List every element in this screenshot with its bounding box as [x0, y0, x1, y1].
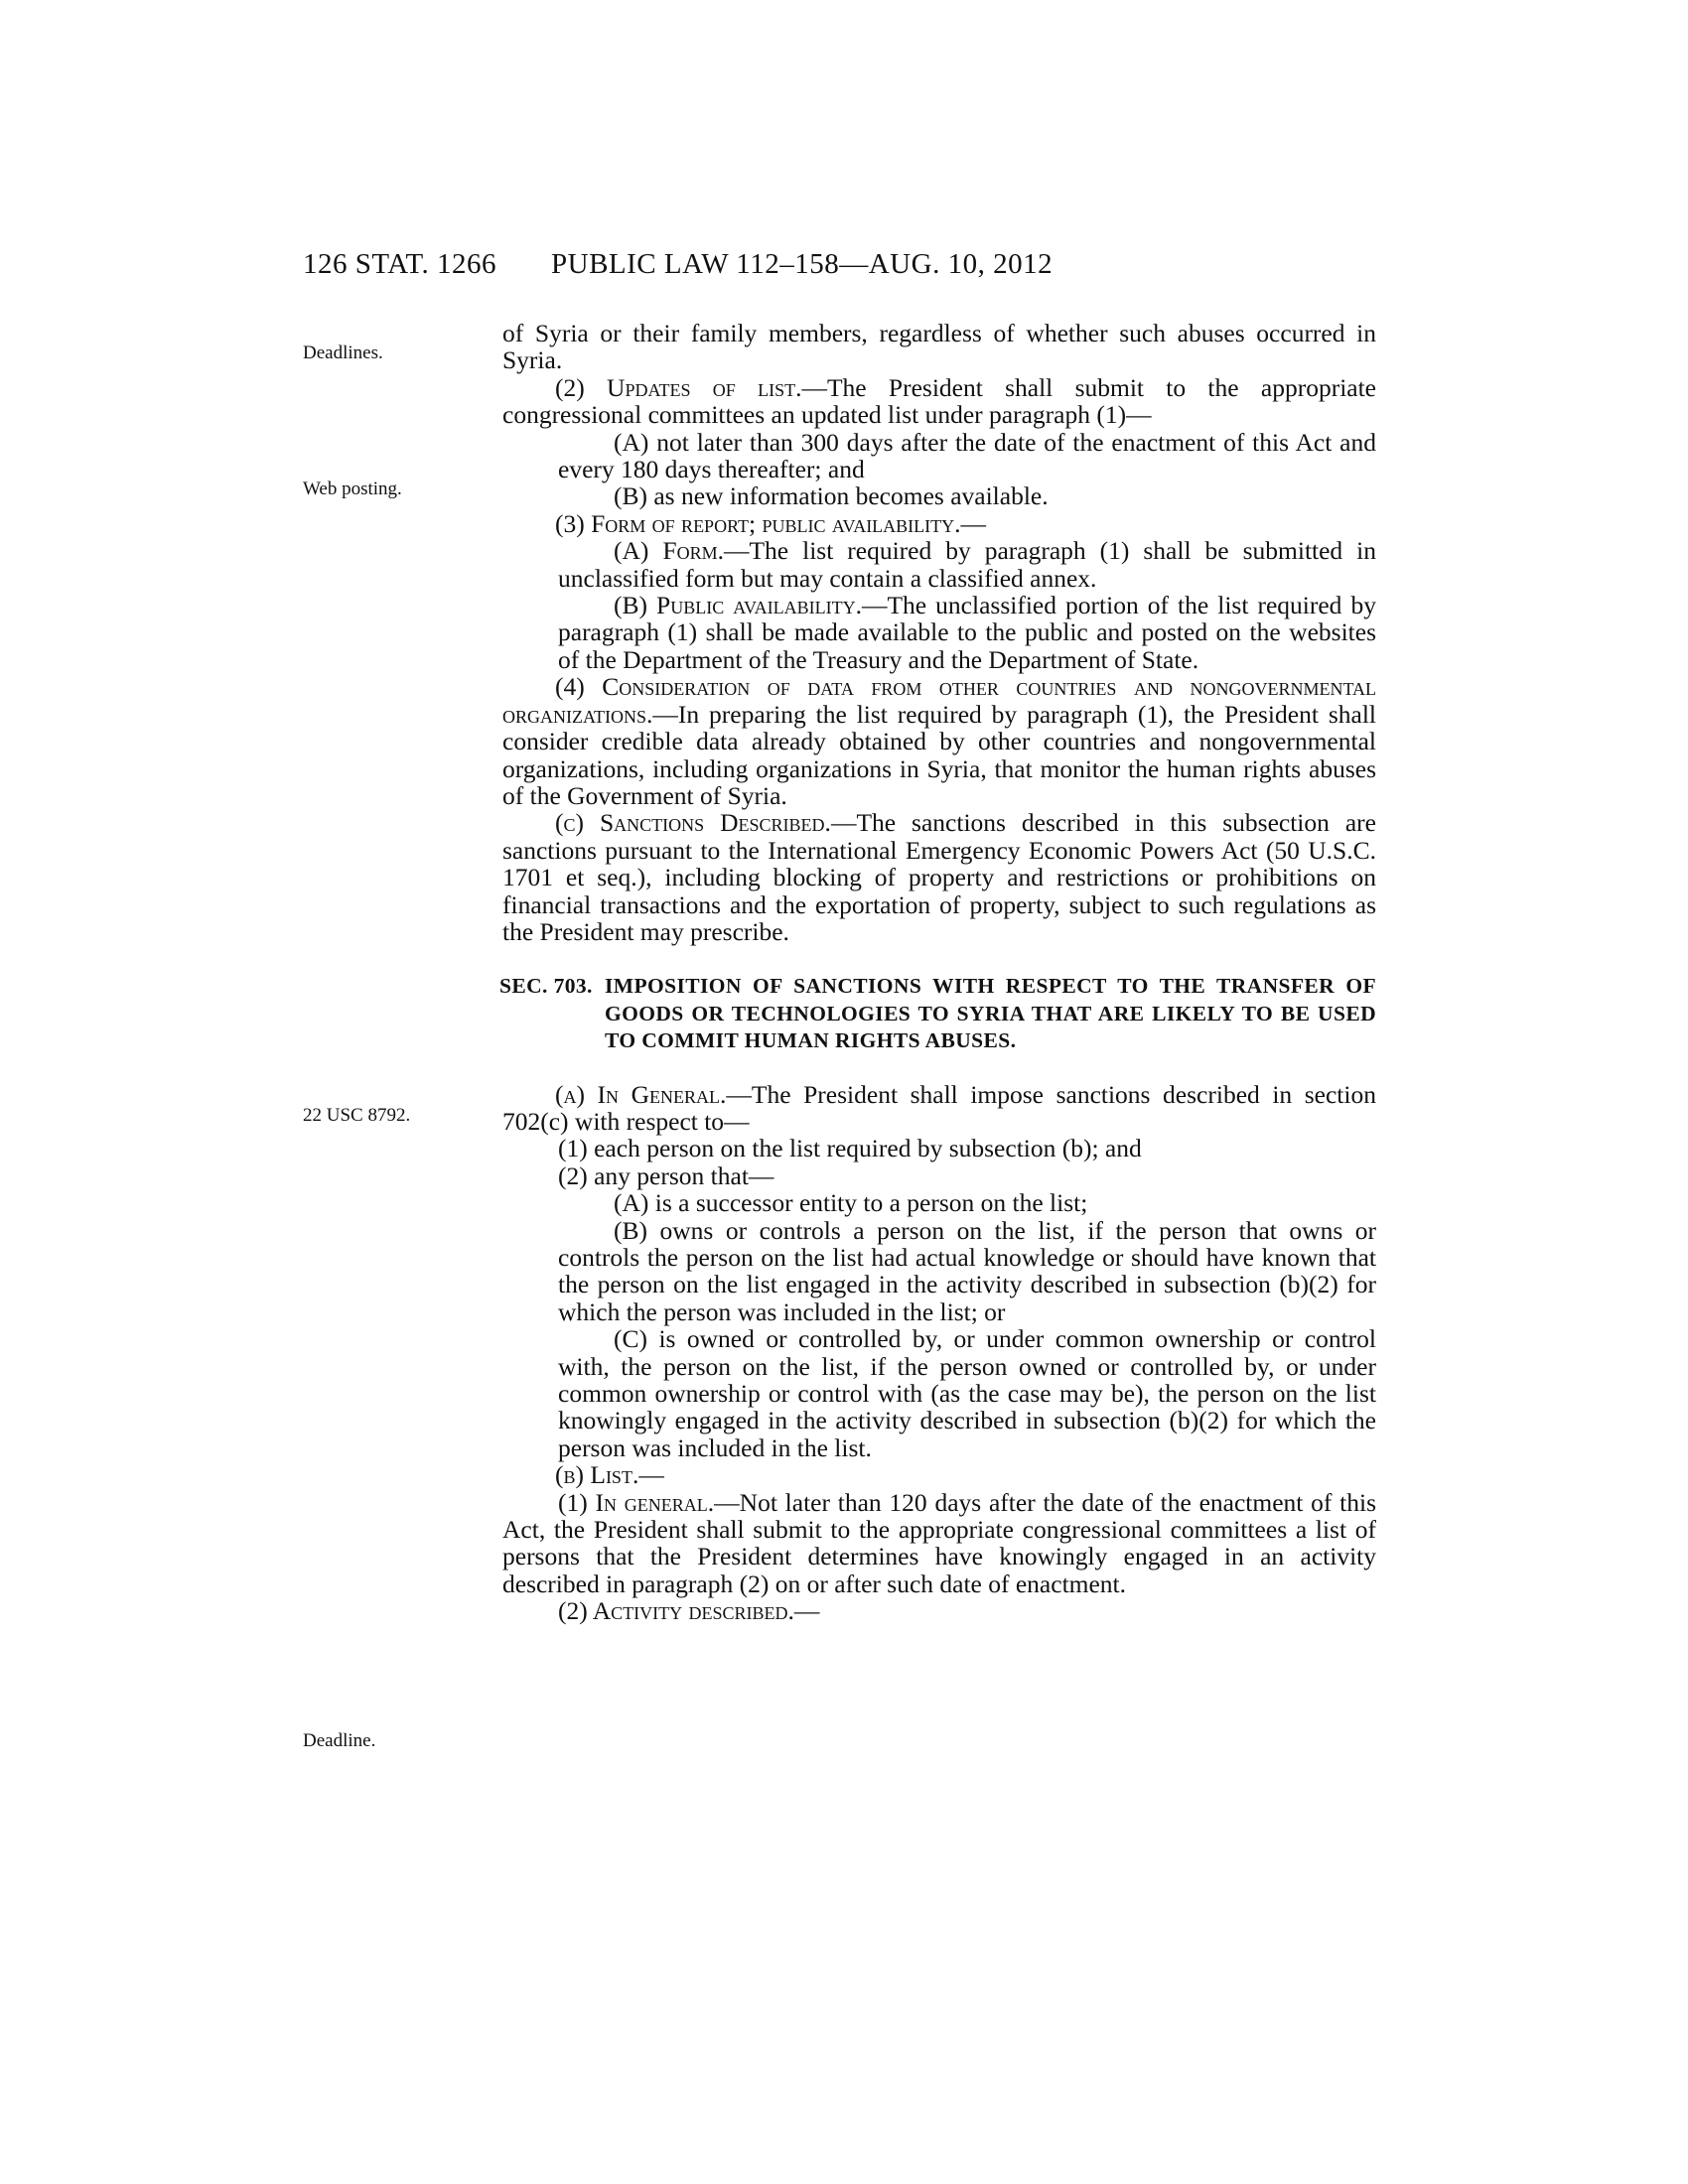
- text-public-availability: —The unclassified portion of the list required by paragraph (1) shall be made available to the public and posted on the websites of the Department of the Treasury and the Department of State.: [558, 591, 1376, 674]
- heading-activity-described: (2) Activity described.: [558, 1596, 794, 1626]
- subsection-list: [502, 1461, 1376, 1488]
- section-title: IMPOSITION OF SANCTIONS WITH RESPECT TO THE TRANSFER OF GOODS OR TECHNOLOGIES TO SYRIA THAT ARE LIKELY TO BE USED TO COMMIT HUMAN RIGHTS ABUSES.: [605, 974, 1376, 1053]
- subparagraph-2b: (B) as new information becomes available.: [614, 481, 1049, 511]
- paragraph-updates-of-list: [502, 374, 1376, 429]
- subparagraph-3b: [502, 592, 1376, 673]
- section-number: SEC. 703.: [499, 974, 593, 999]
- text-list: —: [638, 1460, 664, 1490]
- text-sanctions-described: —The sanctions described in this subsection are sanctions pursuant to the International Emergency Economic Powers Act (50 U.S.C. 1701 et seq.), including blocking of property and restrictions or prohibitions on financial transactions and the exportation of property, subject to such regulations as the President may prescribe.: [502, 808, 1376, 946]
- text-form-of-report: —: [960, 508, 987, 538]
- heading-form: (A) Form.: [614, 536, 724, 566]
- heading-sanctions-described: (c) Sanctions Described.: [555, 808, 831, 838]
- heading-list: (b) List.: [555, 1460, 639, 1490]
- margin-note-web-posting: Web posting.: [303, 478, 402, 499]
- paragraph-consideration-of-data: [502, 673, 1376, 809]
- heading-consideration-of-data: (4) Consideration of data from other countries and nongovernmental organizations.: [502, 672, 1376, 729]
- section-heading-703: [499, 973, 1376, 1054]
- subparagraph-a2c: (C) is owned or controlled by, or under common ownership or control with, the person on the list, if the person owned or controlled by, or under common ownership or control with (as the case may be), the person on the list knowingly engaged in the activity described in subsection (b)(2) for which the person was included in the list.: [558, 1324, 1376, 1462]
- paragraph-a1: (1) each person on the list required by subsection (b); and: [558, 1134, 1142, 1163]
- page-running-head: PUBLIC LAW 112–158—AUG. 10, 2012: [551, 248, 1054, 280]
- heading-updates-of-list: (2) Updates of list.: [555, 372, 802, 402]
- subparagraph-a2b: (B) owns or controls a person on the list, if the person that owns or controls the person on the list had actual knowledge or should have known that the person on the list engaged in the activity described in subsection (b)(2) for which the person was included in the list; or: [558, 1215, 1376, 1326]
- page-stat-number: 126 STAT. 1266: [303, 248, 497, 280]
- subparagraph-3a: [502, 537, 1376, 592]
- text-in-general: —The President shall impose sanctions described in section 702(c) with respect to—: [502, 1079, 1376, 1136]
- heading-b1-in-general: (1) In general.: [558, 1487, 715, 1517]
- paragraph-b2: [502, 1597, 1376, 1624]
- paragraph-a2: (2) any person that—: [558, 1160, 774, 1190]
- text-activity-described: —: [793, 1596, 820, 1626]
- subsection-sanctions-described: [502, 809, 1376, 945]
- heading-form-of-report: (3) Form of report; public availability.: [555, 508, 961, 538]
- text-updates-of-list: —The President shall submit to the appropriate congressional committees an updated list under paragraph (1)—: [502, 372, 1376, 430]
- text-consideration-of-data: —In preparing the list required by paragraph (1), the President shall consider credible data already obtained by other countries and nongovernmental organizations, including organizations in Syria, that monitor the human rights abuses of the Government of Syria.: [502, 699, 1376, 810]
- margin-note-deadlines: Deadlines.: [303, 342, 383, 363]
- text-form: —The list required by paragraph (1) shall be submitted in unclassified form but may contain a classified annex.: [558, 536, 1377, 593]
- document-body: [499, 319, 1377, 1626]
- heading-public-availability: (B) Public availability.: [614, 591, 862, 620]
- margin-note-usc: 22 USC 8792.: [303, 1105, 411, 1126]
- subparagraph-a2a: (A) is a successor entity to a person on the list;: [614, 1188, 1088, 1218]
- margin-note-deadline: Deadline.: [303, 1730, 376, 1751]
- paragraph-form-of-report: [502, 510, 1376, 537]
- paragraph-b1: [502, 1489, 1376, 1598]
- subparagraph-2a: (A) not later than 300 days after the date of the enactment of this Act and every 180 days thereafter; and: [558, 427, 1376, 484]
- subsection-in-general: [502, 1081, 1376, 1136]
- heading-in-general: (a) In General.: [555, 1079, 727, 1109]
- paragraph-continuation: of Syria or their family members, regardless of whether such abuses occurred in Syria.: [502, 319, 1376, 375]
- text-b1-in-general: —Not later than 120 days after the date of the enactment of this Act, the President shall submit to the appropriate congressional committees a list of persons that the President determines have knowingly engaged in an activity described in paragraph (2) on or after such date of enactment.: [502, 1487, 1377, 1598]
